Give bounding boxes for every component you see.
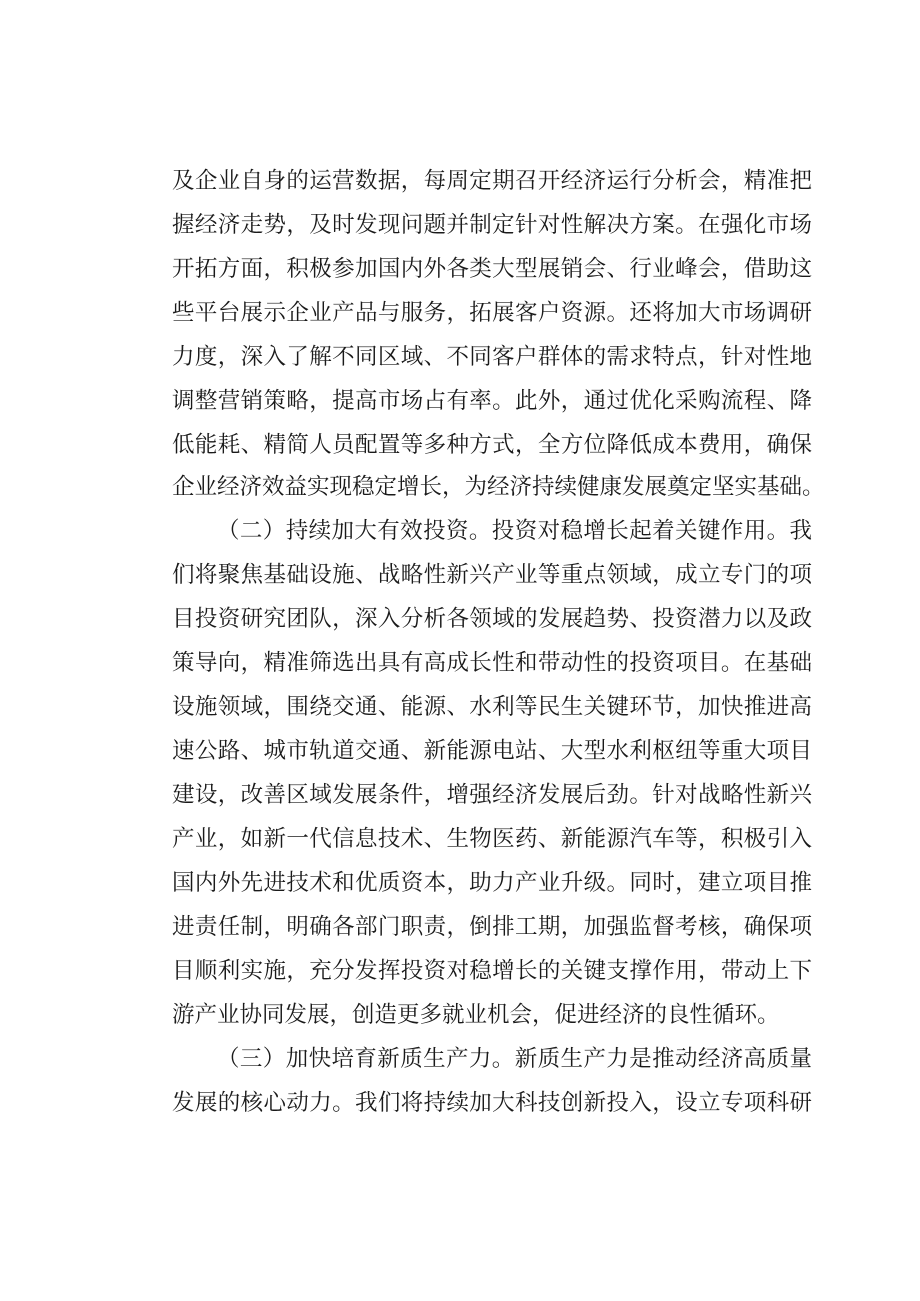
text-line: 目投资研究团队，深入分析各领域的发展趋势、投资潜力以及政 bbox=[172, 606, 812, 632]
section-heading-line: （三）加快培育新质生产力。新质生产力是推动经济高质量 bbox=[217, 1046, 812, 1072]
text-line: 低能耗、精简人员配置等多种方式，全方位降低成本费用，确保 bbox=[172, 432, 812, 458]
paragraph-end-line: 企业经济效益实现稳定增长，为经济持续健康发展奠定坚实基础。 bbox=[172, 474, 825, 500]
text-line: 些平台展示企业产品与服务，拓展客户资源。还将加大市场调研 bbox=[172, 300, 812, 326]
text-line: 目顺利实施，充分发挥投资对稳增长的关键支撑作用，带动上下 bbox=[172, 958, 812, 984]
text-line: 开拓方面，积极参加国内外各类大型展销会、行业峰会，借助这 bbox=[172, 256, 812, 282]
text-line: 建设，改善区域发展条件，增强经济发展后劲。针对战略性新兴 bbox=[172, 782, 812, 808]
text-line: 及企业自身的运营数据，每周定期召开经济运行分析会，精准把 bbox=[172, 168, 812, 194]
text-line: 设施领域，围绕交通、能源、水利等民生关键环节，加快推进高 bbox=[172, 694, 812, 720]
text-line: 速公路、城市轨道交通、新能源电站、大型水利枢纽等重大项目 bbox=[172, 738, 812, 764]
text-line: 握经济走势，及时发现问题并制定针对性解决方案。在强化市场 bbox=[172, 212, 812, 238]
text-line: 国内外先进技术和优质资本，助力产业升级。同时，建立项目推 bbox=[172, 870, 812, 896]
section-heading-line: （二）持续加大有效投资。投资对稳增长起着关键作用。我 bbox=[217, 518, 812, 544]
text-line: 力度，深入了解不同区域、不同客户群体的需求特点，针对性地 bbox=[172, 344, 812, 370]
text-line: 进责任制，明确各部门职责，倒排工期，加强监督考核，确保项 bbox=[172, 914, 812, 940]
text-line: 产业，如新一代信息技术、生物医药、新能源汽车等，积极引入 bbox=[172, 826, 812, 852]
text-line: 们将聚焦基础设施、战略性新兴产业等重点领域，成立专门的项 bbox=[172, 562, 812, 588]
text-line: 调整营销策略，提高市场占有率。此外，通过优化采购流程、降 bbox=[172, 388, 812, 414]
paragraph-end-line: 游产业协同发展，创造更多就业机会，促进经济的良性循环。 bbox=[172, 1002, 780, 1028]
text-line: 发展的核心动力。我们将持续加大科技创新投入，设立专项科研 bbox=[172, 1090, 812, 1116]
text-line: 策导向，精准筛选出具有高成长性和带动性的投资项目。在基础 bbox=[172, 650, 812, 676]
